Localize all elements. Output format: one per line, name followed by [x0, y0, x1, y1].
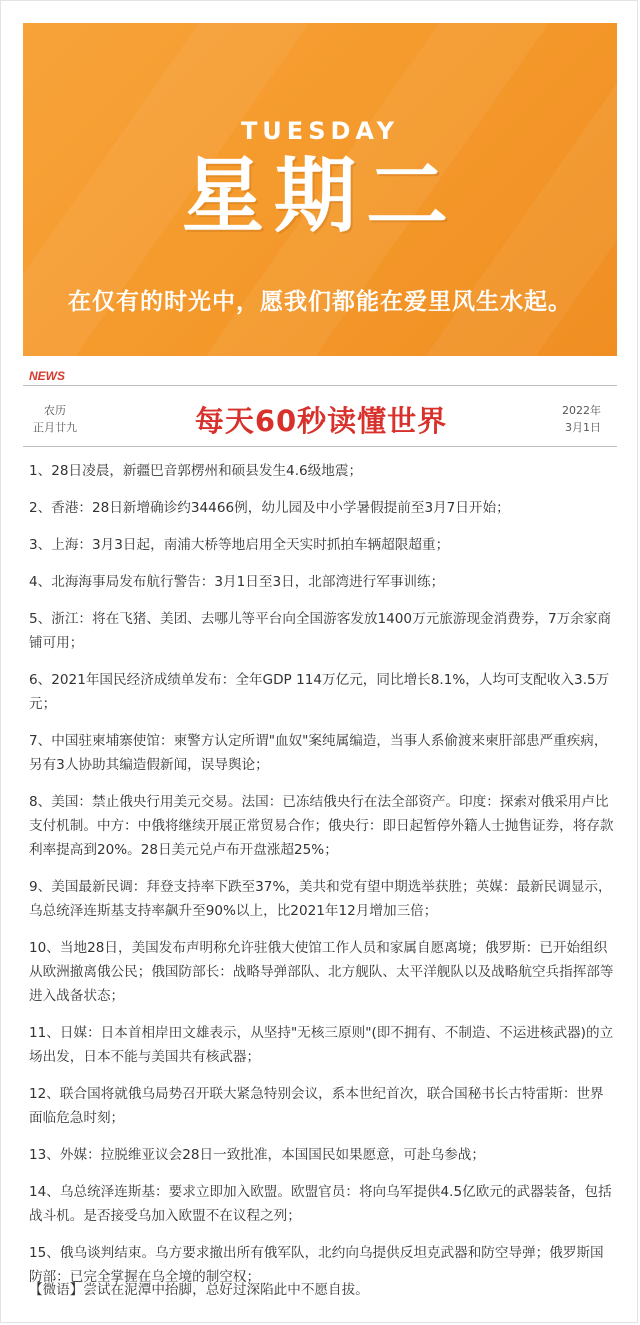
- news-item: 1、28日凌晨，新疆巴音郭楞州和硕县发生4.6级地震；: [29, 463, 363, 479]
- header-divider-top: [23, 385, 617, 386]
- news-item: 12、联合国将就俄乌局势召开联大紧急特别会议，系本世纪首次，联合国秘书长古特雷斯：世界面临危急时刻；: [29, 1086, 604, 1126]
- banner-slogan: 在仅有的时光中，愿我们都能在爱里风生水起。: [68, 289, 572, 315]
- news-item: 2、香港：28日新增确诊约34466例，幼儿园及中小学暑假提前至3月7日开始；: [29, 500, 510, 516]
- page-title: 每天60秒读懂世界: [194, 404, 448, 438]
- lunar-label: 农历: [44, 404, 66, 417]
- news-item: 9、美国最新民调：拜登支持率下跌至37%，美共和党有望中期选举获胜；英媒：最新民调显示，乌总统泽连斯基支持率飙升至90%以上，比2021年12月增加三倍；: [29, 879, 612, 919]
- date-day: 3月1日: [565, 421, 601, 434]
- news-item: 10、当地28日，美国发布声明称允许驻俄大使馆工作人员和家属自愿离境；俄罗斯：已开始组织从欧洲撤离俄公民；俄国防部长：战略导弹部队、北方舰队、太平洋舰队以及战略航空兵指挥部等进入战备状态；: [29, 940, 614, 1004]
- weekday-english: TUESDAY: [240, 117, 400, 145]
- header-divider-bottom: [23, 446, 617, 447]
- lunar-date: 正月廿九: [33, 421, 77, 434]
- date-year: 2022年: [562, 404, 601, 417]
- news-item: 3、上海：3月3日起，南浦大桥等地启用全天实时抓拍车辆超限超重；: [29, 537, 450, 553]
- news-item: 15、俄乌谈判结束。乌方要求撤出所有俄军队，北约向乌提供反坦克武器和防空导弹；俄罗斯国防部：已完全掌握在乌全境的制空权；: [29, 1245, 604, 1285]
- weekday-chinese: 星期二: [181, 149, 458, 244]
- news-item: 8、美国：禁止俄央行用美元交易。法国：已冻结俄央行在法全部资产。印度：探索对俄采用卢比支付机制。中方：中俄将继续开展正常贸易合作；俄央行：即日起暂停外籍人士抛售证券，将存款利率提高到20%。28日美元兑卢布开盘涨超25%；: [29, 794, 614, 858]
- news-item: 4、北海海事局发布航行警告：3月1日至3日，北部湾进行军事训练；: [29, 574, 445, 590]
- news-tag: NEWS: [29, 369, 65, 383]
- news-item: 13、外媒：拉脱维亚议会28日一致批准，本国国民如果愿意，可赴乌参战；: [29, 1147, 485, 1163]
- news-item: 14、乌总统泽连斯基：要求立即加入欧盟。欧盟官员：将向乌军提供4.5亿欧元的武器装备，包括战斗机。是否接受乌加入欧盟不在议程之列；: [29, 1184, 612, 1224]
- weekday-banner: [23, 23, 617, 356]
- gregorian-date-block: [562, 402, 601, 436]
- news-item: 5、浙江：将在飞猪、美团、去哪儿等平台向全国游客发放1400万元旅游现金消费券，7万余家商铺可用；: [29, 611, 612, 651]
- daily-saying: 【微语】尝试在泥潭中抬脚，总好过深陷此中不愿自拔。: [29, 1282, 369, 1298]
- news-list: [29, 459, 615, 1302]
- news-item: 6、2021年国民经济成绩单发布：全年GDP 114万亿元，同比增长8.1%，人均可支配收入3.5万元；: [29, 672, 610, 712]
- news-item: 11、日媒：日本首相岸田文雄表示，从坚持"无核三原则"(即不拥有、不制造、不运进核武器)的立场出发，日本不能与美国共有核武器；: [29, 1025, 614, 1065]
- news-item: 7、中国驻柬埔寨使馆：柬警方认定所谓"血奴"案纯属编造，当事人系偷渡来柬肝部患严重疾病，另有3人协助其编造假新闻，误导舆论；: [29, 733, 608, 773]
